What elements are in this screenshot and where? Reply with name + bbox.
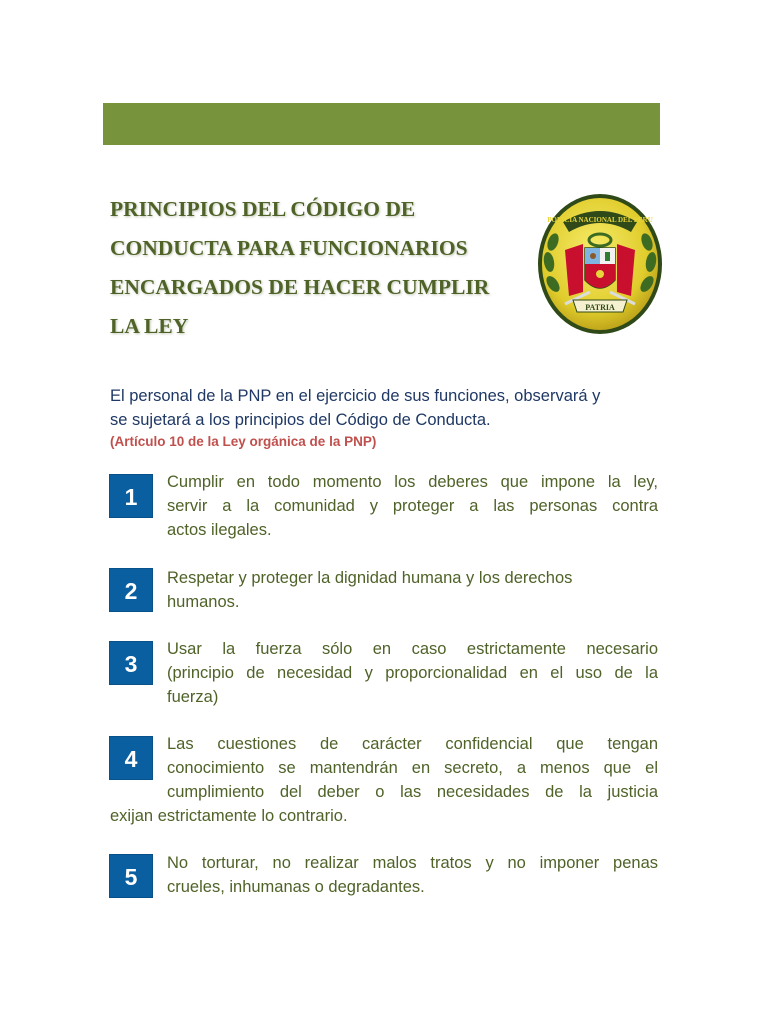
- principle-text: [167, 566, 658, 614]
- principle-line: actos ilegales.: [167, 521, 272, 539]
- principle-number-badge: 3: [109, 641, 153, 685]
- intro-line: se sujetará a los principios del Código de Conducta.: [110, 411, 491, 429]
- principle-line: Las cuestiones de carácter confidencial que tengan: [167, 735, 658, 753]
- principle-text: [167, 851, 658, 899]
- principle-number-badge: 5: [109, 854, 153, 898]
- principle-line: Cumplir en todo momento los deberes que impone la ley,: [167, 473, 658, 491]
- title-line: ENCARGADOS DE HACER CUMPLIR: [110, 275, 490, 299]
- principle-line: servir a la comunidad y proteger a las personas contra: [167, 497, 658, 515]
- intro-paragraph: [110, 384, 660, 432]
- principle-line: exijan estrictamente lo contrario.: [110, 807, 348, 825]
- principle-line: fuerza): [167, 688, 219, 706]
- citation-text: (Artículo 10 de la Ley orgánica de la PNP): [110, 434, 377, 449]
- pnp-emblem-icon: [535, 192, 665, 337]
- principle-line: humanos.: [167, 593, 240, 611]
- principle-line: No torturar, no realizar malos tratos y no imponer penas: [167, 854, 658, 872]
- principle-number-badge: 2: [109, 568, 153, 612]
- title-line: PRINCIPIOS DEL CÓDIGO DE: [110, 197, 416, 221]
- principle-text: [167, 470, 658, 542]
- principle-line: (principio de necesidad y proporcionalidad en el uso de la: [167, 664, 658, 682]
- emblem-ring-text: POLICIA NACIONAL DEL PERU: [547, 216, 653, 224]
- emblem-banner-text: PATRIA: [585, 303, 615, 312]
- intro-line: El personal de la PNP en el ejercicio de sus funciones, observará y: [110, 387, 601, 405]
- title-line: LA LEY: [110, 314, 189, 338]
- principle-text: [167, 637, 658, 709]
- principle-line: crueles, inhumanas o degradantes.: [167, 878, 425, 896]
- principle-line: Respetar y proteger la dignidad humana y los derechos: [167, 569, 573, 587]
- header-bar: [103, 103, 660, 145]
- principle-number-badge: 1: [109, 474, 153, 518]
- title-line: CONDUCTA PARA FUNCIONARIOS: [110, 236, 468, 260]
- principle-line: conocimiento se mantendrán en secreto, a menos que el: [167, 759, 658, 777]
- principle-number-badge: 4: [109, 736, 153, 780]
- principle-text: [167, 732, 658, 804]
- principle-line: Usar la fuerza sólo en caso estrictamente necesario: [167, 640, 658, 658]
- principle-line: cumplimiento del deber o las necesidades de la justicia: [167, 783, 658, 801]
- page-title: [110, 190, 530, 346]
